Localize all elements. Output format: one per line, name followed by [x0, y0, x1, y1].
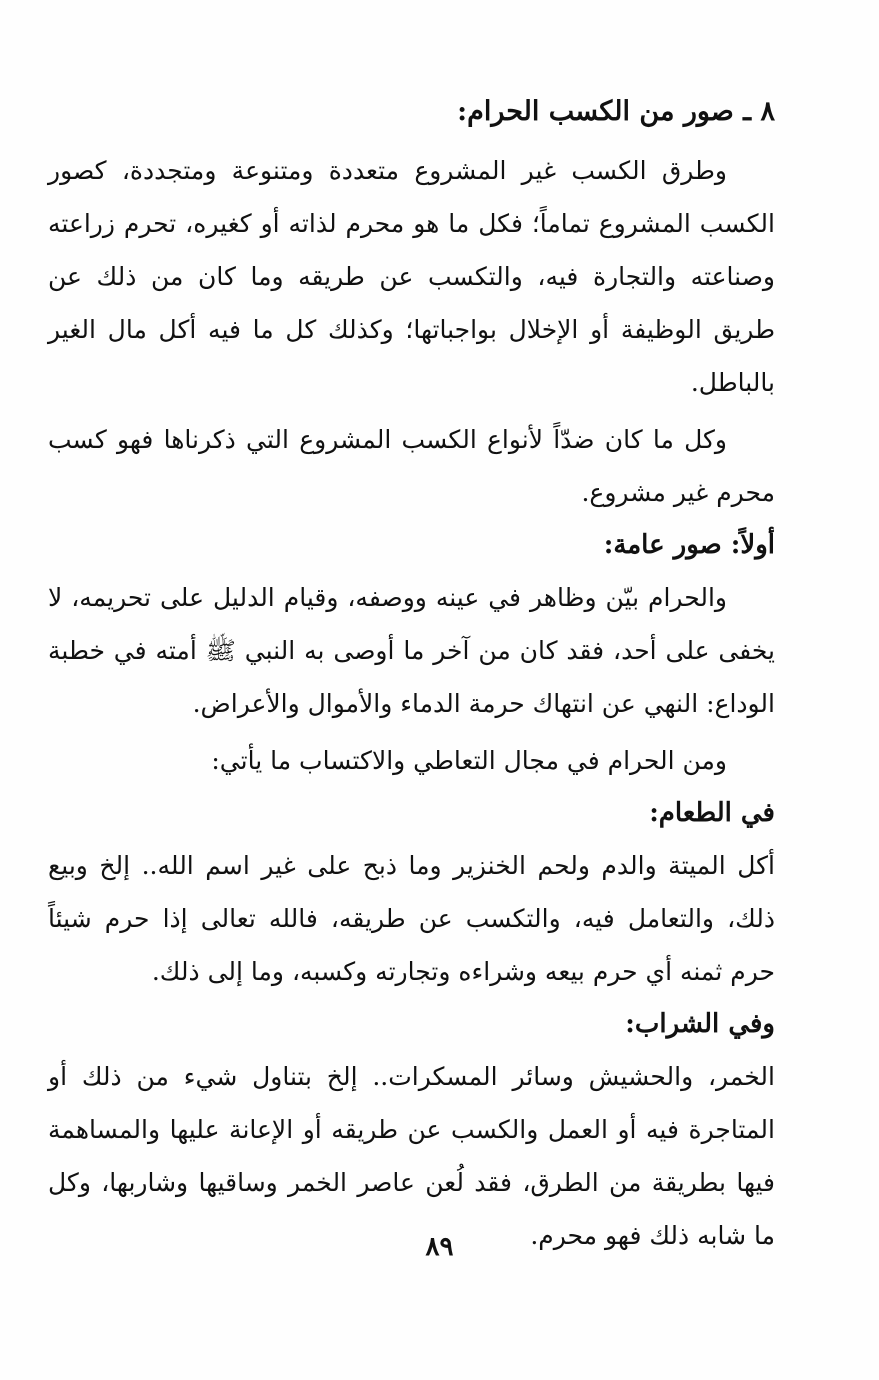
drink-paragraph: الخمر، والحشيش وسائر المسكرات.. إلخ بتناول شيء من ذلك أو المتاجرة فيه أو العمل والكسب عن طريقه أو الإعانة عليها والمساهمة فيها بطريقة من الطرق، فقد لُعن عاصر الخمر وساقيها وشاربها، وكل ما شابه ذلك فهو محرم.: [48, 1062, 775, 1250]
general-paragraph-2: ومن الحرام في مجال التعاطي والاكتساب ما يأتي:: [211, 746, 727, 775]
intro-paragraph-2: وكل ما كان ضدّاً لأنواع الكسب المشروع التي ذكرناها فهو كسب محرم غير مشروع.: [48, 425, 775, 507]
heading-general-forms: أولاً: صور عامة:: [603, 530, 775, 560]
intro-paragraph-1: وطرق الكسب غير المشروع متعددة ومتنوعة ومتجددة، كصور الكسب المشروع تماماً؛ فكل ما هو محرم لذاته أو كغيره، تحرم زراعته وصناعته والتجارة فيه، والتكسب عن طريقه وما كان من ذلك عن طريق الوظيفة أو الإخلال بواجباتها؛ وكذلك كل ما فيه أكل مال الغير بالباطل.: [48, 156, 775, 397]
section-title: ٨ ـ صور من الكسب الحرام:: [457, 96, 775, 127]
heading-drink: وفي الشراب:: [625, 1009, 775, 1039]
page-number: ٨٩: [425, 1232, 454, 1262]
food-paragraph: أكل الميتة والدم ولحم الخنزير وما ذبح على غير اسم الله.. إلخ وبيع ذلك، والتعامل فيه، والتكسب عن طريقه، فالله تعالى إذا حرم شيئاً حرم ثمنه أي حرم بيعه وشراءه وتجارته وكسبه، وما إلى ذلك.: [48, 851, 775, 986]
heading-food: في الطعام:: [649, 798, 775, 828]
general-paragraph-1: والحرام بيّن وظاهر في عينه ووصفه، وقيام الدليل على تحريمه، لا يخفى على أحد، فقد كان من آخر ما أوصى به النبي ﷺ أمته في خطبة الوداع: النهي عن انتهاك حرمة الدماء والأموال والأعراض.: [48, 583, 775, 718]
